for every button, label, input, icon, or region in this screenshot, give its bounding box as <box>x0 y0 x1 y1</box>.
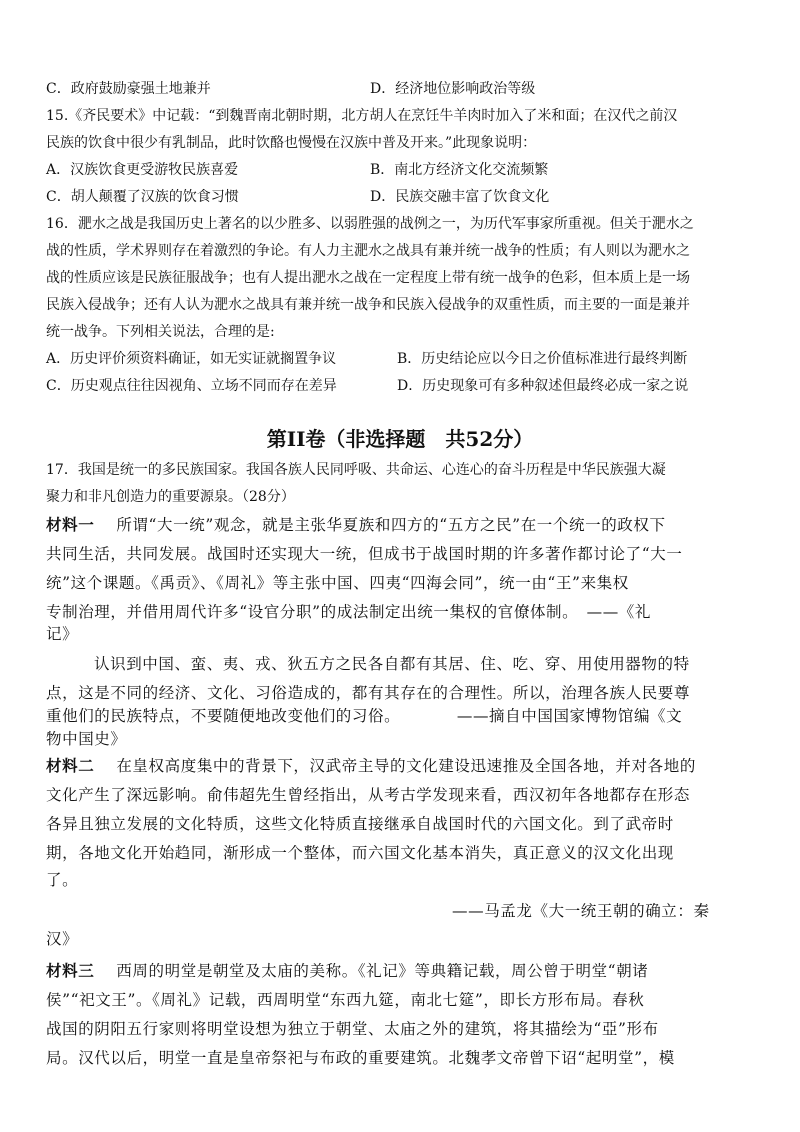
material-2-line-4: 期，各地文化开始趋同，渐形成一个整体，而六国文化基本消失，真正意义的汉文化出现 <box>46 844 674 862</box>
section-title: 第II卷（非选择题 共52分） <box>266 427 534 451</box>
material-1-line-4: 专制治理，并借用周代许多“设官分职”的成法制定出统一集权的官僚体制。 ——《礼 <box>46 603 652 621</box>
q15-option-c: C．胡人颠覆了汉族的饮食习惯 <box>46 189 239 205</box>
material-1-line-3: 统”这个课题。《禹贡》、《周礼》等主张中国、四夷“四海会同”，统一由“王”来集权 <box>46 574 629 592</box>
material-1-line-2: 共同生活，共同发展。战国时还实现大一统，但成书于战国时期的许多著作都讨论了“大一 <box>46 545 683 563</box>
q14-option-c: C．政府鼓励豪强土地兼并 <box>46 81 211 97</box>
material-3-line-4: 局。汉代以后，明堂一直是皇帝祭祀与布政的重要建筑。北魏孝文帝曾下诏“起明堂”，模 <box>46 1049 675 1067</box>
q15-option-b: B．南北方经济文化交流频繁 <box>370 162 549 178</box>
material-1-para2-line-4: 物中国史》 <box>46 730 127 748</box>
material-1-line-5: 记》 <box>46 625 79 643</box>
q16-stem-line-1: 16．淝水之战是我国历史上著名的以少胜多、以弱胜强的战例之一，为历代军事家所重视。但关于淝水之 <box>46 216 694 232</box>
material-1-para2-line-3: 重他们的民族特点，不要随便地改变他们的习俗。 ——摘自中国国家博物馆编《文 <box>46 707 683 725</box>
material-2-line-5: 了。 <box>46 871 79 889</box>
q17-stem-line-1: 17．我国是统一的多民族国家。我国各族人民同呼吸、共命运、心连心的奋斗历程是中华民族强大凝 <box>46 462 666 478</box>
material-2-line-2: 文化产生了深远影响。俞伟超先生曾经指出，从考古学发现来看，西汉初年各地都存在形态 <box>46 786 691 804</box>
q16-option-a: A．历史评价须资料确证，如无实证就搁置争议 <box>46 351 337 367</box>
material-1-line-1 <box>46 516 666 534</box>
material-2-line-3: 各异且独立发展的文化特质，这些文化特质直接继承自战国时代的六国文化。到了武帝时 <box>46 815 674 833</box>
q16-stem-line-4: 民族入侵战争；还有人认为淝水之战具有兼并统一战争和民族入侵战争的双重性质，而主要的一面是兼并 <box>46 297 690 313</box>
q15-stem-line-1: 15.《齐民要术》中记载：“到魏晋南北朝时期，北方胡人在烹饪牛羊肉时加入了米和面；在汉代之前汉 <box>46 108 678 124</box>
q16-stem-line-2: 战的性质，学术界则存在着激烈的争论。有人力主淝水之战具有兼并统一战争的性质；有人则以为淝水之 <box>46 243 690 259</box>
material-2-source-line-2: 汉》 <box>46 930 79 948</box>
material-3-line-1 <box>46 962 648 980</box>
material-2-source-line-1: ——马孟龙《大一统王朝的确立：秦 <box>452 902 710 920</box>
material-1-text: 所谓“大一统”观念，就是主张华夏族和四方的“五方之民”在一个统一的政权下 <box>116 516 666 534</box>
q16-option-b: B．历史结论应以今日之价值标准进行最终判断 <box>397 351 688 367</box>
material-1-para2-line-2: 点，这是不同的经济、文化、习俗造成的，都有其存在的合理性。所以，治理各族人民要尊 <box>46 684 691 702</box>
q15-stem-line-2: 民族的饮食中很少有乳制品，此时饮酪也慢慢在汉族中普及开来。”此现象说明： <box>46 135 537 151</box>
material-3-text: 西周的明堂是朝堂及太庙的美称。《礼记》等典籍记载，周公曾于明堂“朝诸 <box>116 962 649 980</box>
material-1-para2-line-1: 认识到中国、蛮、夷、戎、狄五方之民各自都有其居、住、吃、穿、用使用器物的特 <box>94 655 690 673</box>
q16-stem-line-3: 战的性质应该是民族征服战争；也有人提出淝水之战在一定程度上带有统一战争的色彩，但本质上是一场 <box>46 270 690 286</box>
material-2-label: 材料二 <box>46 756 95 775</box>
q16-option-d: D．历史现象可有多种叙述但最终必成一家之说 <box>397 378 689 394</box>
material-2-line-1 <box>46 757 696 775</box>
q17-stem-line-2: 聚力和非凡创造力的重要源泉。（28分） <box>46 489 295 505</box>
q15-option-d: D．民族交融丰富了饮食文化 <box>370 189 550 205</box>
material-3-label: 材料三 <box>46 961 95 980</box>
q14-option-d: D．经济地位影响政治等级 <box>370 81 536 97</box>
material-3-line-3: 战国的阴阳五行家则将明堂设想为独立于朝堂、太庙之外的建筑，将其描绘为“亞”形布 <box>46 1020 659 1038</box>
q15-option-a: A．汉族饮食更受游牧民族喜爱 <box>46 162 239 178</box>
material-2-text: 在皇权高度集中的背景下，汉武帝主导的文化建设迅速推及全国各地，并对各地的 <box>116 757 696 775</box>
q16-stem-line-5: 统一战争。下列相关说法，合理的是: <box>46 324 275 340</box>
material-3-line-2: 侯”“祀文王”。《周礼》记载，西周明堂“东西九筵，南北七筵”，即长方形布局。春秋 <box>46 991 645 1009</box>
q16-option-c: C．历史观点往往因视角、立场不同而存在差异 <box>46 378 337 394</box>
material-1-label: 材料一 <box>46 515 95 534</box>
